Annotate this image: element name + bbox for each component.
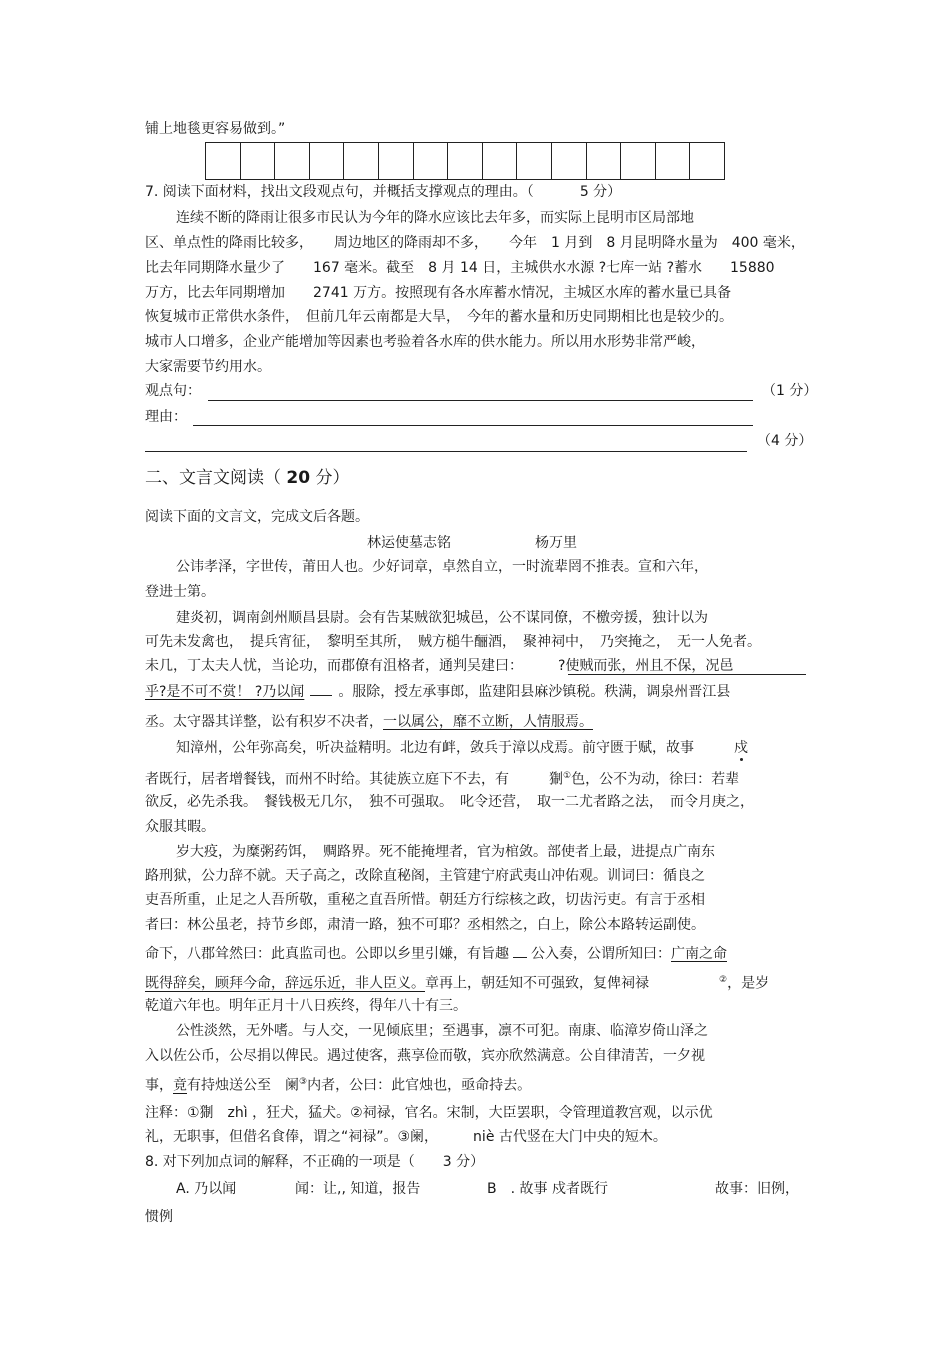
q7-passage-line: 城市人口增多，企业产能增加等因素也考验着各水库的供水能力。所以用水形势非常严峻， xyxy=(145,334,705,350)
q7-passage-line: 恢复城市正常供水条件， 但前几年云南都是大旱， 今年的蓄水量和历史同期相比也是较少的。 xyxy=(145,309,733,325)
q8-option-b-explanation: 故事：旧例， xyxy=(715,1181,799,1197)
text-line: 乎?是不可不赏！ ?乃以闻 。服除，授左承事郎，监建阳县麻沙镇税。秩满，调泉州晋江县 xyxy=(145,681,730,702)
grid-cell[interactable] xyxy=(517,143,552,179)
text-line: 铺上地毯更容易做到。” xyxy=(145,121,286,137)
q8-title: 8. 对下列加点词的解释，不正确的一项是（ 3 分） xyxy=(145,1154,485,1170)
viewpoint-answer-line[interactable] xyxy=(208,400,753,401)
text-line: 乾道六年也。明年正月十八日疾终，得年八十有三。 xyxy=(145,998,467,1014)
text-line: 欲反，必先杀我。 餐钱极无几尔， 独不可强取。 叱令还营， 取一二尤者路之法， 而令月庚之， xyxy=(145,794,754,810)
q7-passage-line: 比去年同期降水量少了 167 毫米。截至 8 月 14 日，主城供水水源 ?七库一站 ?蓄水 15880 xyxy=(145,260,775,276)
dotted-blank xyxy=(513,943,527,958)
grid-cell[interactable] xyxy=(241,143,276,179)
notes-line: 礼，无职事，但借名食俸，谓之“祠禄”。③阑， niè 古代竖在大门中央的短木。 xyxy=(145,1129,667,1145)
text-line: 吏吾所重，止足之人吾所敬，重秘之直吾所惜。朝廷方行综核之政，切齿污吏。有言于丞相 xyxy=(145,892,705,908)
text-line: 入以佐公币，公尽捐以俾民。遇过使客，燕享俭而敬，宾亦欣然满意。公自律清苦，一夕视 xyxy=(145,1048,705,1064)
reason-label: 理由： xyxy=(145,409,187,425)
text-line: 既得辞矣，顾拜今命，辞远乐近，非人臣义。章再上，朝廷知不可强致，复俾祠禄 ②，是岁 xyxy=(145,975,770,992)
q7-title: 7. 阅读下面材料，找出文段观点句，并概括支撑观点的理由。（ 5 分） xyxy=(145,184,622,200)
text-line: 可先未发禽也， 提兵宵征， 黎明至其所， 贼方槌牛酾酒， 聚神祠中， 乃突掩之， 无一人免者。 xyxy=(145,634,761,650)
answer-grid xyxy=(205,142,725,180)
q7-passage-line: 万方，比去年同期增加 2741 万方。按照现有各水库蓄水情况，主城区水库的蓄水量已具备 xyxy=(145,285,732,301)
text-line: 公讳孝泽，字世传，莆田人也。少好词章，卓然自立，一时流辈罔不推表。宣和六年， xyxy=(176,559,708,575)
q8-option-b[interactable]: B . 故事 戍者既行 xyxy=(487,1181,608,1197)
viewpoint-score: （1 分） xyxy=(762,383,818,399)
grid-cell[interactable] xyxy=(587,143,622,179)
q7-passage-line: 区、单点性的降雨比较多， 周边地区的降雨却不多， 今年 1 月到 8 月昆明降水量为 400 毫米， xyxy=(145,235,805,251)
q7-passage-line: 大家需要节约用水。 xyxy=(145,359,271,375)
q8-option-a[interactable]: A. 乃以闻 xyxy=(176,1181,237,1197)
q7-passage-line: 连续不断的降雨让很多市民认为今年的降水应该比去年多，而实际上昆明市区局部地 xyxy=(176,210,694,226)
text-line: 路刑狱，公力辞不就。天子高之，改除直秘阁，主管建宁府武夷山冲佑观。训词曰：循良之 xyxy=(145,868,705,884)
text-line: 知漳州，公年弥高矣，听决益精明。北边有衅，敛兵于漳以戍焉。前守匮于赋，故事 戍 xyxy=(176,740,748,756)
notes-line: 注释：①猘 zhì ，狂犬，猛犬。②祠禄，官名。宋制，大臣罢职，令管理道教宫观，以示优 xyxy=(145,1105,713,1121)
text-line: 未几，丁太夫人忧，当论功，而郡僚有沮格者，通判吴建曰： ?使贼而张，州且不保，况邑 xyxy=(145,658,734,674)
q8-option-a-explanation: 闻：让,, 知道，报告 xyxy=(295,1181,421,1197)
grid-cell[interactable] xyxy=(656,143,691,179)
grid-cell[interactable] xyxy=(275,143,310,179)
reason-answer-line[interactable] xyxy=(145,451,747,452)
text-line: 者曰：林公虽老，持节乡郎，肃清一路，独不可耶？丞相然之，白上，除公本路转运副使。 xyxy=(145,917,705,933)
article-author: 杨万里 xyxy=(535,535,577,551)
q8-option-b-continuation: 惯例 xyxy=(145,1209,173,1225)
instruction: 阅读下面的文言文，完成文后各题。 xyxy=(145,509,369,525)
section-title: 二、文言文阅读（ 20 分） xyxy=(145,468,350,488)
text-line: 事，竟有持烛送公至 阑③内者，公曰：此官烛也，亟命持去。 xyxy=(145,1077,532,1094)
grid-cell[interactable] xyxy=(206,143,241,179)
reason-score: （4 分） xyxy=(757,433,813,449)
grid-cell[interactable] xyxy=(690,143,725,179)
grid-cell[interactable] xyxy=(414,143,449,179)
reason-answer-line[interactable] xyxy=(193,425,753,426)
grid-cell[interactable] xyxy=(448,143,483,179)
viewpoint-label: 观点句： xyxy=(145,383,201,399)
text-line: 命下，八郡耸然曰：此真监司也。公即以乡里引嫌，有旨趣 公入奏，公谓所知曰：广南之命 xyxy=(145,943,727,964)
text-line: 建炎初，调南剑州顺昌县尉。会有告某贼欲犯城邑，公不谋同僚，不檄旁援，独计以为 xyxy=(176,610,708,626)
grid-cell[interactable] xyxy=(344,143,379,179)
text-line: 众服其暇。 xyxy=(145,819,215,835)
text-line: 丞。太守器其详整，讼有积岁不决者，一以属公，靡不立断，人情服焉。 xyxy=(145,714,593,730)
underline-mark xyxy=(568,674,806,675)
grid-cell[interactable] xyxy=(483,143,518,179)
grid-cell[interactable] xyxy=(310,143,345,179)
grid-cell[interactable] xyxy=(621,143,656,179)
text-line: 者既行，居者增餐钱，而州不时给。其徒族立庭下不去，有 猘①色，公不为动，徐曰：若辈 xyxy=(145,771,740,788)
text-line: 登进士第。 xyxy=(145,584,215,600)
article-title: 林运使墓志铭 xyxy=(367,535,451,551)
text-line: 公性淡然，无外嗜。与人交，一见倾底里；至遇事，凛不可犯。南康、临漳岁倚山泽之 xyxy=(176,1023,708,1039)
grid-cell[interactable] xyxy=(379,143,414,179)
grid-cell[interactable] xyxy=(552,143,587,179)
text-line: 岁大疫，为糜粥药饵， 赒路界。死不能掩埋者，官为棺敛。部使者上最，进提点广南东 xyxy=(176,844,715,860)
dotted-blank xyxy=(310,681,332,696)
